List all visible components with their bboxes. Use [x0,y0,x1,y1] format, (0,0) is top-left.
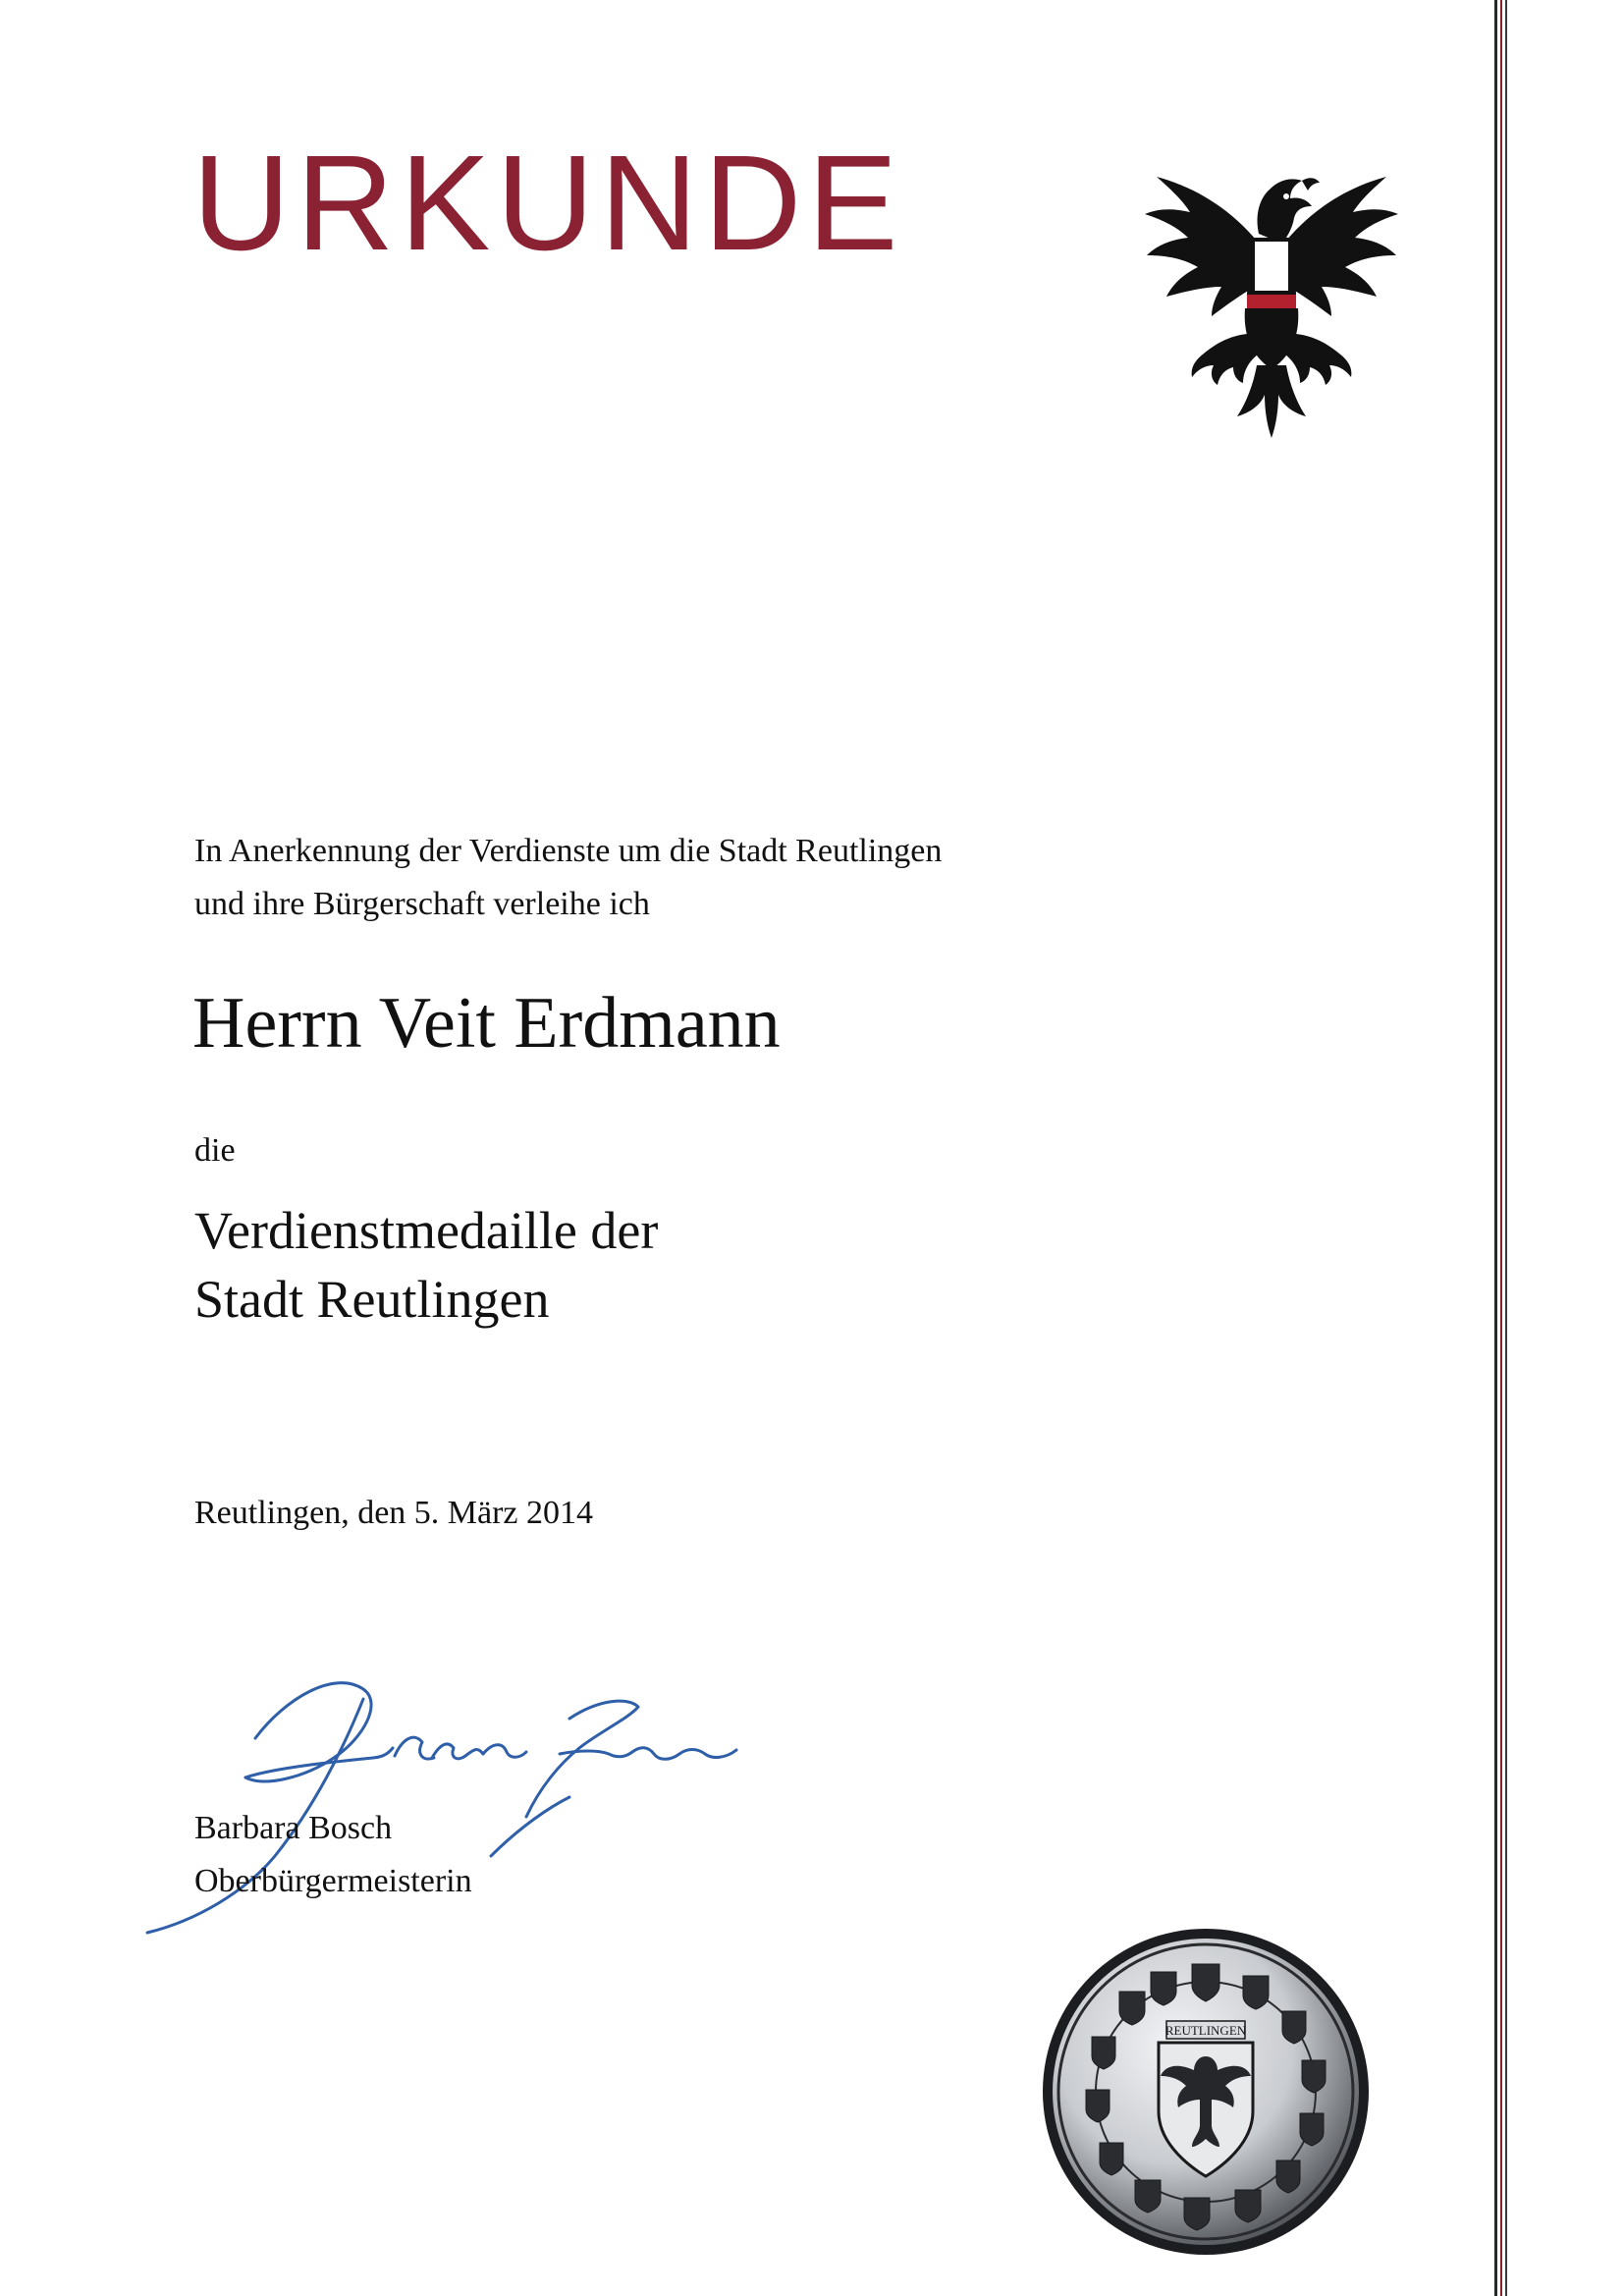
award-line-1: Verdienstmedaille der [194,1201,659,1260]
award-line-2: Stadt Reutlingen [194,1270,550,1329]
signer-name: Barbara Bosch [194,1810,393,1846]
signer-block [194,1802,472,1908]
intro-line-1: In Anerkennung der Verdienste um die Stadt Reutlingen [194,833,943,869]
award-article: die [194,1132,236,1169]
recipient-name: Herrn Veit Erdmann [192,983,781,1064]
place-date: Reutlingen, den 5. März 2014 [194,1495,594,1531]
medal-inscription: REUTLINGEN [1164,2023,1247,2038]
intro-line-2: und ihre Bürgerschaft verleihe ich [194,886,650,922]
border-rule-right [1505,0,1507,2296]
medal-icon [1041,1927,1371,2257]
border-rule-left [1494,0,1497,2296]
intro-text [194,825,1176,931]
certificate-title: URKUNDE [192,128,904,279]
award-name [194,1196,1176,1334]
border-rule-red [1500,0,1502,2296]
signer-title: Oberbürgermeisterin [194,1863,472,1899]
eagle-coat-of-arms-icon [1139,147,1404,442]
